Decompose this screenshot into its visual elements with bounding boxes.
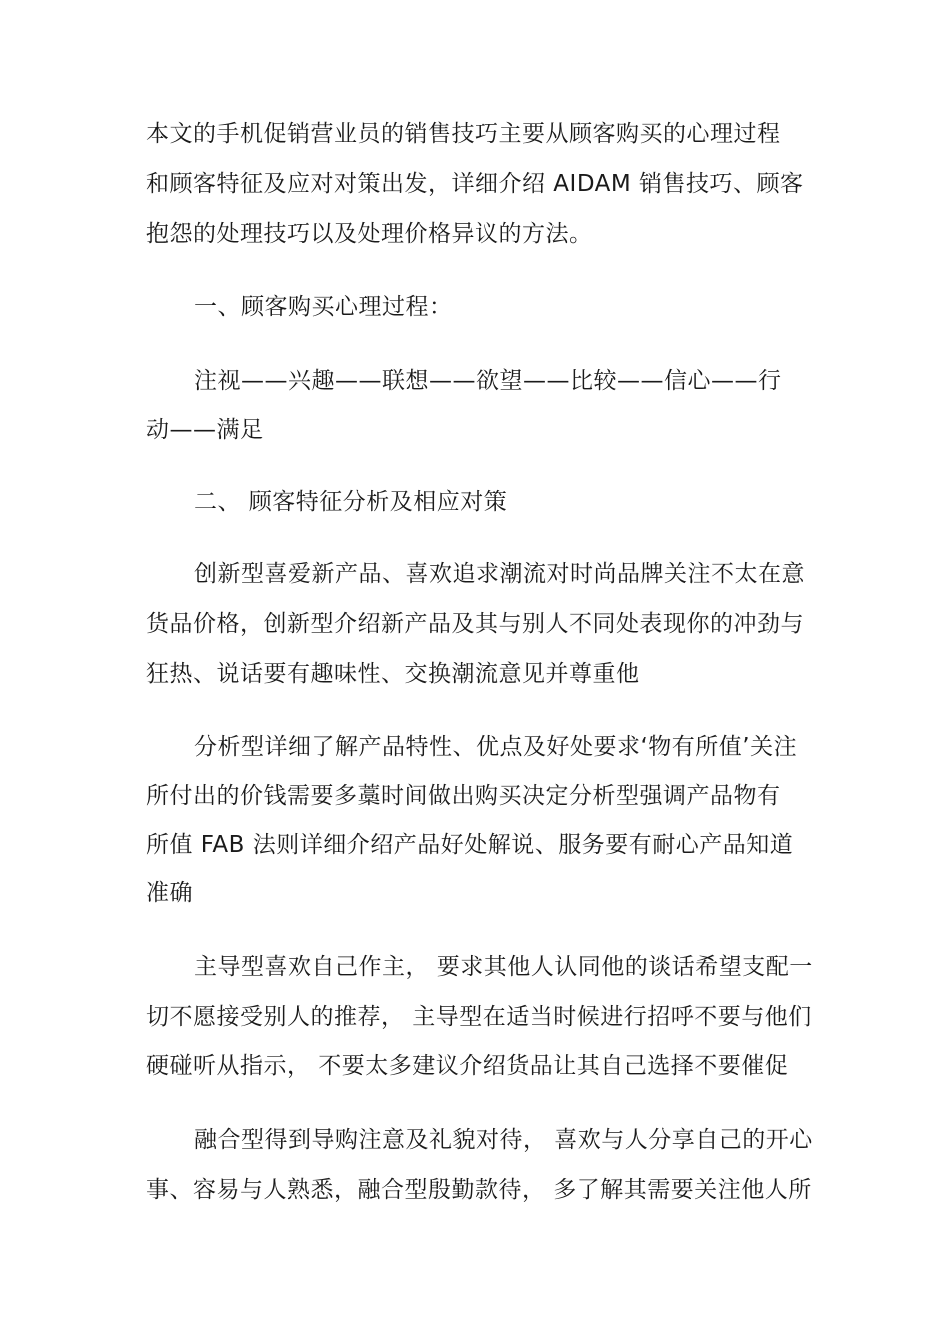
innovative-line-3: 狂热、说话要有趣味性、交换潮流意见并尊重他 bbox=[146, 661, 640, 687]
dominant-line-3: 硬碰听从指示， 不要太多建议介绍货品让其自己选择不要催促 bbox=[146, 1053, 789, 1079]
innovative-line-2: 货品价格，创新型介绍新产品及其与别人不同处表现你的冲劲与 bbox=[146, 611, 804, 637]
dominant-line-2: 切不愿接受别人的推荐， 主导型在适当时候进行招呼不要与他们 bbox=[146, 1004, 812, 1030]
intro-line-2: 和顾客特征及应对对策出发，详细介绍 AIDAM 销售技巧、顾客 bbox=[146, 171, 804, 197]
integrative-line-2: 事、容易与人熟悉，融合型殷勤款待， 多了解其需要关注他人所 bbox=[146, 1177, 812, 1203]
dominant-line-1: 主导型喜欢自己作主， 要求其他人认同他的谈话希望支配一 bbox=[194, 954, 813, 980]
section1-body-line-2: 动——满足 bbox=[146, 417, 264, 443]
section1-body-line-1: 注视——兴趣——联想——欲望——比较——信心——行 bbox=[194, 368, 782, 394]
analytical-line-4: 准确 bbox=[146, 880, 193, 906]
analytical-line-1: 分析型详细了解产品特性、优点及好处要求‘物有所值’关注 bbox=[194, 734, 798, 760]
section1-heading: 一、顾客购买心理过程： bbox=[194, 294, 453, 320]
section2-heading: 二、 顾客特征分析及相应对策 bbox=[194, 489, 508, 515]
innovative-line-1: 创新型喜爱新产品、喜欢追求潮流对时尚品牌关注不太在意 bbox=[194, 561, 805, 587]
intro-line-1: 本文的手机促销营业员的销售技巧主要从顾客购买的心理过程 bbox=[146, 121, 781, 147]
intro-line-3: 抱怨的处理技巧以及处理价格异议的方法。 bbox=[146, 221, 593, 247]
integrative-line-1: 融合型得到导购注意及礼貌对待， 喜欢与人分享自己的开心 bbox=[194, 1127, 813, 1153]
analytical-line-3: 所值 FAB 法则详细介绍产品好处解说、服务要有耐心产品知道 bbox=[146, 832, 794, 858]
analytical-line-2: 所付出的价钱需要多藁时间做出购买决定分析型强调产品物有 bbox=[146, 783, 781, 809]
